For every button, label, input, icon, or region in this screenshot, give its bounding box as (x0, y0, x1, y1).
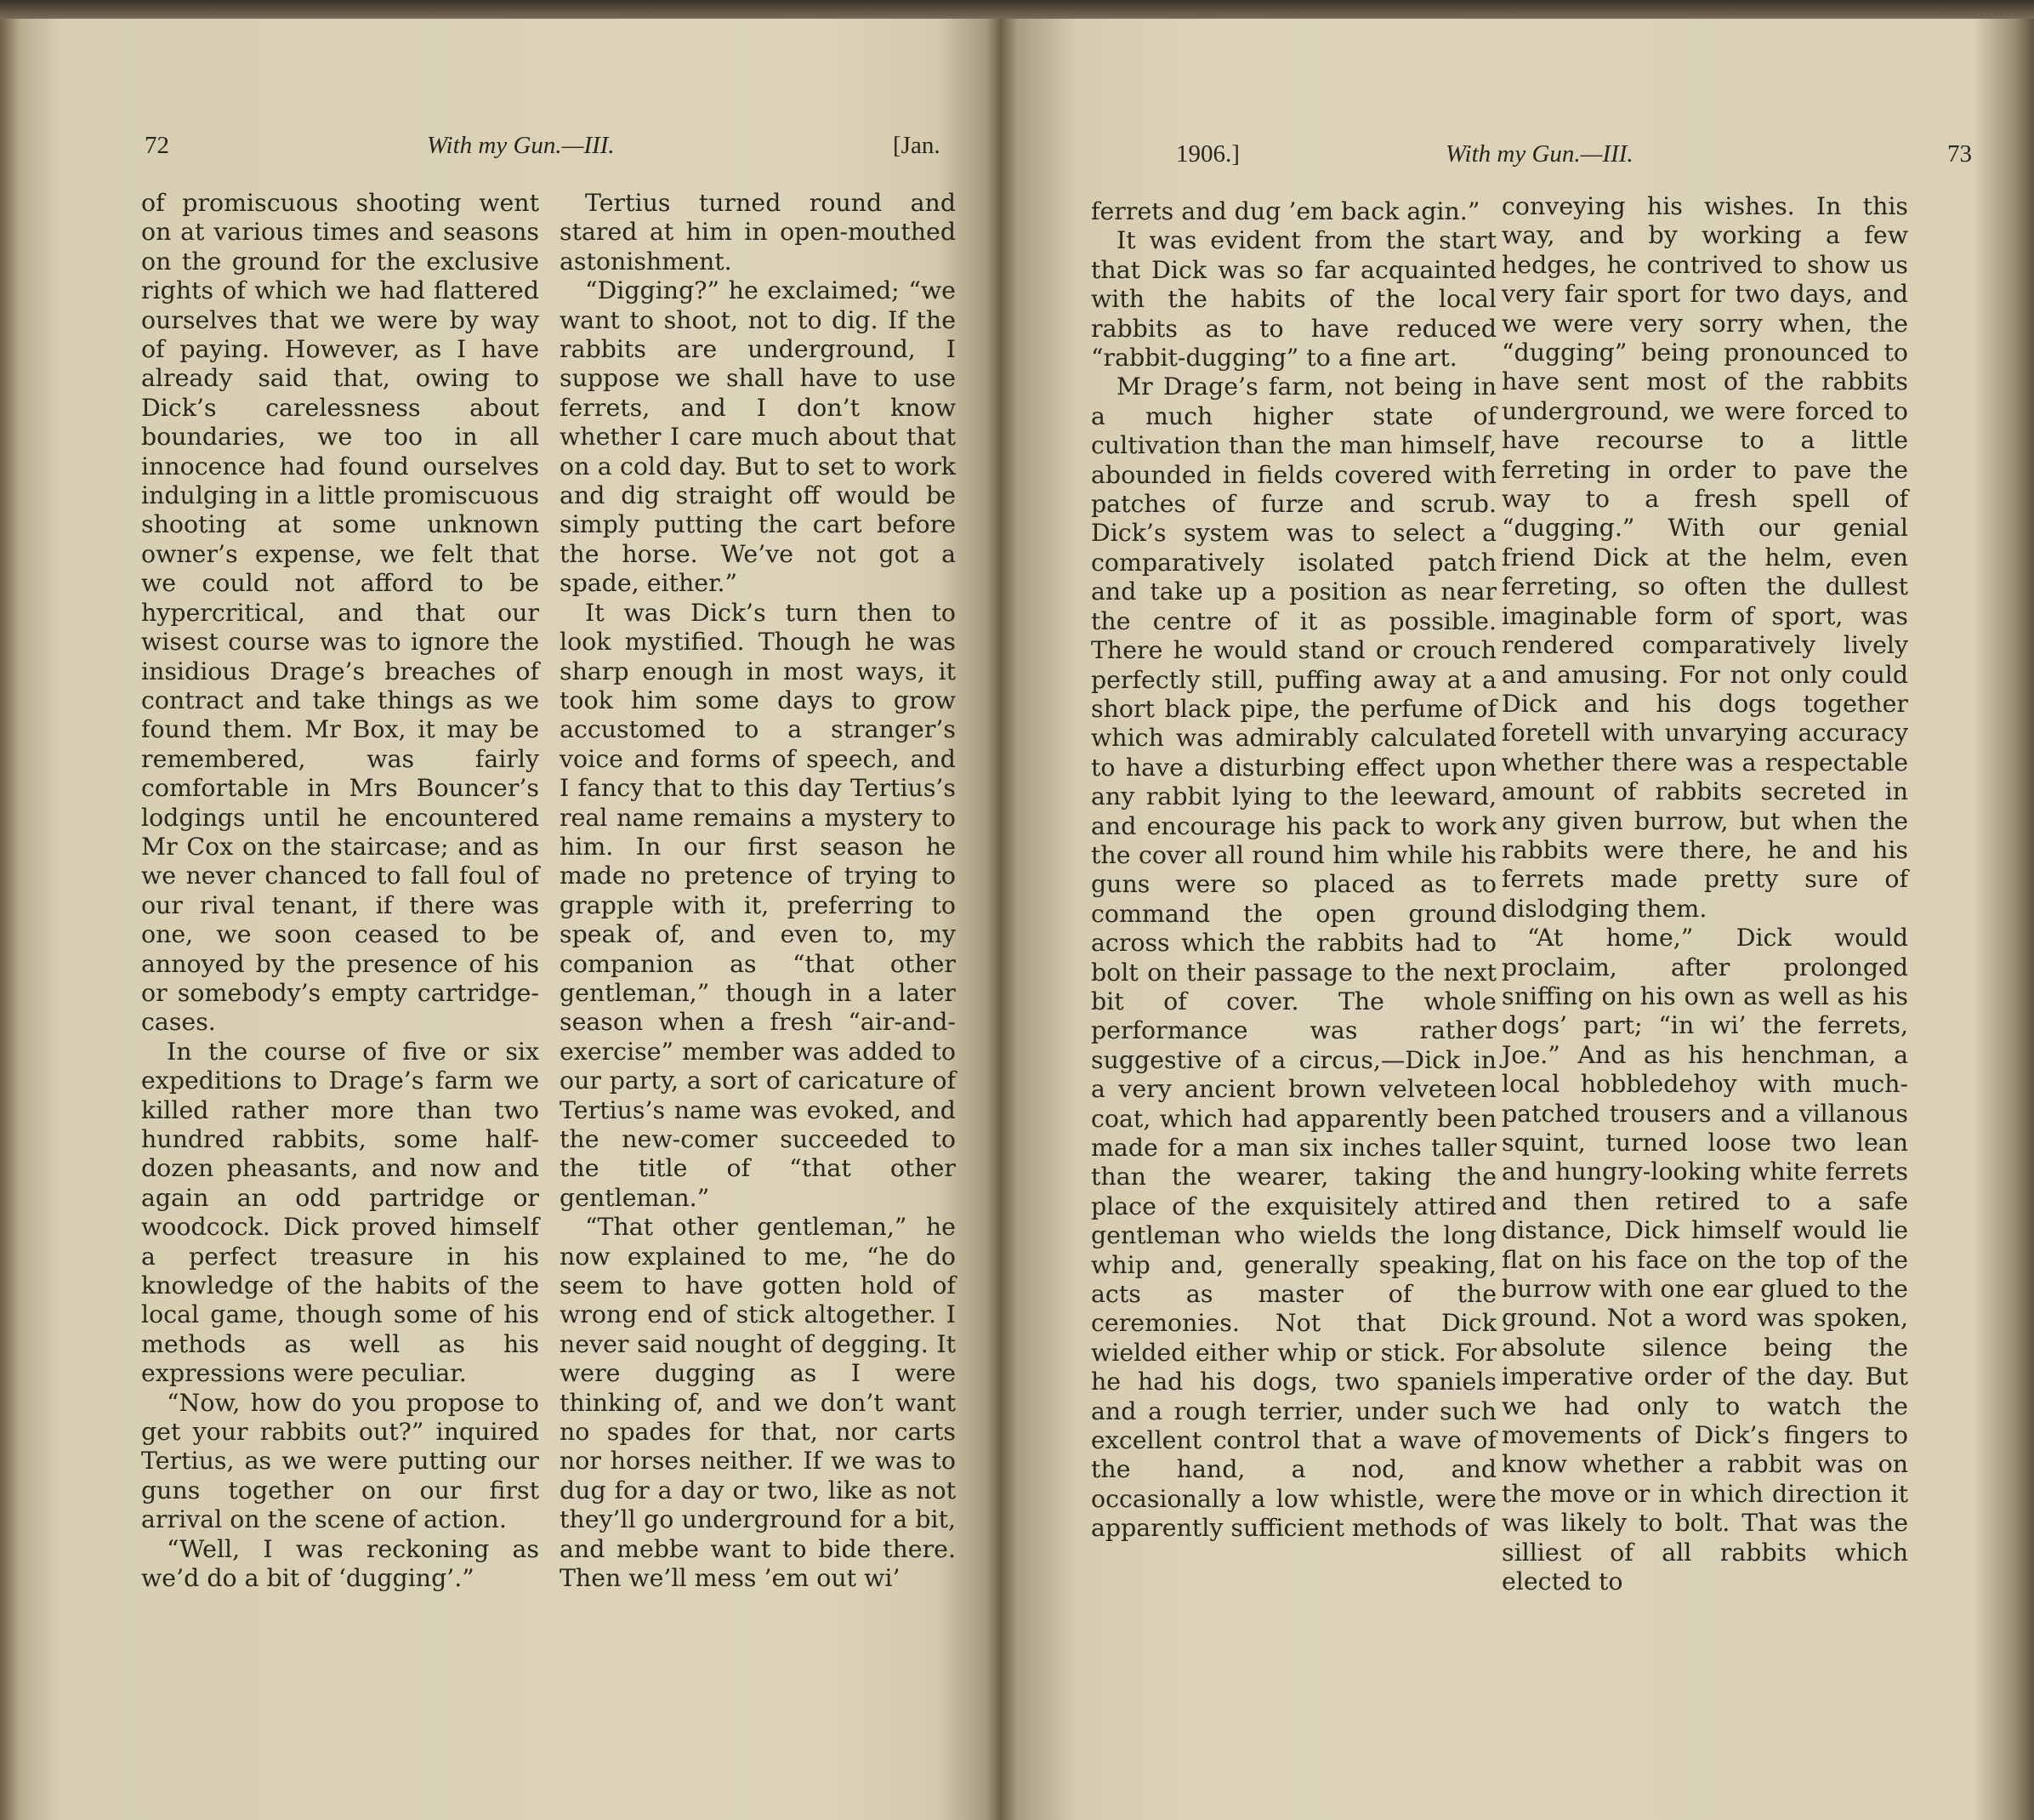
running-head-left (145, 132, 957, 183)
running-title-right: With my Gun.—III. (1446, 140, 1633, 168)
page-number-right: 73 (1947, 140, 1972, 168)
paragraph: of promiscuous shooting went on at various times and seasons on the ground for the exclusive rights of which we had flattered ourselves that we were by way of paying. However, as I have already said that, owing to Dick’s carelessness about boundaries, we too in all innocence had found ourselves indulging in a little promiscuous shooting at some unknown owner’s expense, we felt that we could not afford to be hypercritical, and that our wisest course was to ignore the insidious Drage’s breaches of contract and take things as we found them. Mr Box, it may be remembered, was fairly comfortable in Mrs Bouncer’s lodgings until he encountered Mr Cox on the staircase; and as we never chanced to fall foul of our rival tenant, if there was one, we soon ceased to be annoyed by the presence of his or somebody’s empty cartridge-cases. (141, 189, 539, 1037)
running-date-left: [Jan. (893, 132, 940, 159)
paragraph: Tertius turned round and stared at him in open-mouthed astonishment. (560, 189, 956, 276)
right-column-1 (1091, 197, 1497, 1544)
paragraph: Mr Drage’s farm, not being in a much higher state of cultivation than the man himself, abounded in fields covered with patches of furze and scrub. Dick’s system was to select a comparatively isolated patch and take up a position as near the centre of it as possible. There he would stand or crouch perfectly still, puffing away at a short black pipe, the perfume of which was admirably calculated to have a disturbing effect upon any rabbit lying to the leeward, and encourage his pack to work the cover all round him while his guns were so placed as to command the open ground across which the rabbits had to bolt on their passage to the next bit of cover. The whole performance was rather suggestive of a circus,—Dick in a very ancient brown velveteen coat, which had apparently been made for a man six inches taller than the wearer, taking the place of the exquisitely attired gentleman who wields the long whip and, generally speaking, acts as master of the ceremonies. Not that Dick wielded either whip or stick. For he had his dogs, two spaniels and a rough terrier, under such excellent control that a wave of the hand, a nod, and occasionally a low whistle, were apparently sufficient methods of (1091, 373, 1497, 1543)
running-head-right (1088, 140, 2034, 191)
paragraph: “That other gentleman,” he now explained to me, “he do seem to have gotten hold of wrong end of stick altogether. I never said nought of degging. It were dugging as I were thinking of, and we don’t want no spades for that, nor carts nor horses neither. If we was to dug for a day or two, like as not they’ll go underground for a bit, and mebbe want to bide there. Then we’ll mess ’em out wi’ (560, 1213, 956, 1593)
paragraph: “Well, I was reckoning as we’d do a bit of ‘dugging’.” (141, 1534, 539, 1593)
paragraph: “At home,” Dick would proclaim, after prolonged sniffing on his own as well as his dogs’ part; “in wi’ the ferrets, Joe.” And as his henchman, a local hobbledehoy with much-patched trousers and a villanous squint, turned loose two lean and hungry-looking white ferrets and then retired to a safe distance, Dick himself would lie flat on his face on the top of the burrow with one ear glued to the ground. Not a word was spoken, absolute silence being the imperative order of the day. But we had only to watch the movements of Dick’s fingers to know whether a rabbit was on the move or in which direction it was likely to bolt. That was the silliest of all rabbits which elected to (1502, 924, 1908, 1596)
paragraph: “Now, how do you propose to get your rabbits out?” inquired Tertius, as we were putting our guns together on our first arrival on the scene of action. (141, 1388, 539, 1534)
paragraph: In the course of five or six expeditions to Drage’s farm we killed rather more than two hundred rabbits, some half-dozen pheasants, and now and again an odd partridge or woodcock. Dick proved himself a perfect treasure in his knowledge of the habits of the local game, though some of his methods as well as his expressions were peculiar. (141, 1037, 539, 1388)
page-number-left: 72 (145, 132, 169, 159)
paragraph: ferrets and dug ’em back agin.” (1091, 197, 1480, 225)
running-date-right: 1906.] (1176, 140, 1240, 168)
paragraph: conveying his wishes. In this way, and by working a few hedges, he contrived to show us very fair sport for two days, and we were very sorry when, the “dugging” being pronounced to have sent most of the rabbits underground, we were forced to have recourse to a little ferreting in order to pave the way to a fresh spell of “dugging.” With our genial friend Dick at the helm, even ferreting, so often the dullest imaginable form of sport, was rendered comparatively lively and amusing. For not only could Dick and his dogs together foretell with unvarying accuracy whether there was a respectable amount of rabbits secreted in any given burrow, but when the rabbits were there, he and his ferrets made pretty sure of dislodging them. (1502, 192, 1908, 923)
paragraph: It was Dick’s turn then to look mystified. Though he was sharp enough in most ways, it took him some days to grow accustomed to a stranger’s voice and forms of speech, and I fancy that to this day Tertius’s real name remains a mystery to him. In our first season he made no pretence of trying to grapple with it, preferring to speak of, and even to, my companion as “that other gentleman,” though in a later season when a fresh “air-and-exercise” member was added to our party, a sort of caricature of Tertius’s name was evoked, and the new-comer succeeded to the title of “that other gentleman.” (560, 598, 956, 1212)
paragraph: “Digging?” he exclaimed; “we want to shoot, not to dig. If the rabbits are underground, I suppose we shall have to use ferrets, and I don’t know whether I care much about that on a cold day. But to set to work and dig straight off would be simply putting the cart before the horse. We’ve not got a spade, either.” (560, 276, 956, 598)
left-column-2 (560, 189, 956, 1594)
running-title-left: With my Gun.—III. (427, 132, 615, 159)
left-page (0, 0, 986, 1820)
right-column-2 (1502, 192, 1908, 1597)
left-column-1 (141, 189, 539, 1594)
right-page (1003, 0, 2034, 1820)
paragraph: It was evident from the start that Dick was so far acquainted with the habits of the local rabbits as to have reduced “rabbit-dugging” to a fine art. (1091, 226, 1497, 373)
